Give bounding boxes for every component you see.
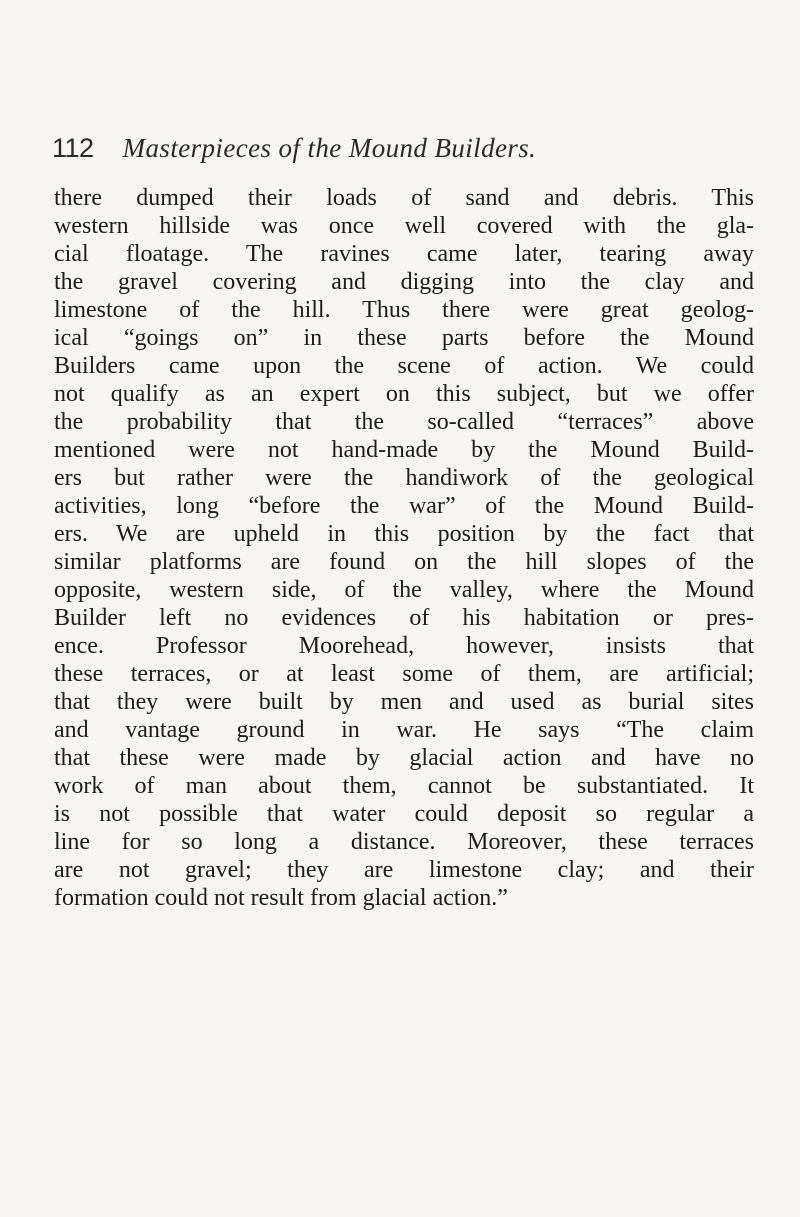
page-number: 112 [52, 133, 94, 163]
text-line: the probability that the so-called “terraces” above [54, 409, 754, 435]
body-text [54, 184, 754, 912]
text-line: work of man about them, cannot be substantiated. It [54, 773, 754, 799]
text-line: mentioned were not hand-made by the Mound Build- [54, 437, 754, 463]
running-title: Masterpieces of the Mound Builders. [122, 133, 537, 163]
text-line: Builder left no evidences of his habitation or pres- [54, 605, 754, 631]
text-line: cial floatage. The ravines came later, tearing away [54, 241, 754, 267]
text-line: similar platforms are found on the hill slopes of the [54, 549, 754, 575]
text-line: is not possible that water could deposit so regular a [54, 801, 754, 827]
text-line: ers but rather were the handiwork of the geological [54, 465, 754, 491]
text-line: ers. We are upheld in this position by the fact that [54, 521, 754, 547]
text-line: that these were made by glacial action and have no [54, 745, 754, 771]
text-line: that they were built by men and used as burial sites [54, 689, 754, 715]
text-line: there dumped their loads of sand and debris. This [54, 185, 754, 211]
text-line: not qualify as an expert on this subject, but we offer [54, 381, 754, 407]
text-line: limestone of the hill. Thus there were great geolog- [54, 297, 754, 323]
text-line: Builders came upon the scene of action. We could [54, 353, 754, 379]
text-line: activities, long “before the war” of the Mound Build- [54, 493, 754, 519]
text-line: these terraces, or at least some of them, are artificial; [54, 661, 754, 687]
text-line: are not gravel; they are limestone clay; and their [54, 857, 754, 883]
text-line: and vantage ground in war. He says “The claim [54, 717, 754, 743]
text-line: ical “goings on” in these parts before the Mound [54, 325, 754, 351]
text-line: the gravel covering and digging into the clay and [54, 269, 754, 295]
text-line: opposite, western side, of the valley, where the Mound [54, 577, 754, 603]
text-line: ence. Professor Moorehead, however, insists that [54, 633, 754, 659]
text-line: line for so long a distance. Moreover, these terraces [54, 829, 754, 855]
text-line: western hillside was once well covered with the gla- [54, 213, 754, 239]
text-line: formation could not result from glacial action.” [54, 885, 508, 911]
running-head [52, 132, 752, 164]
